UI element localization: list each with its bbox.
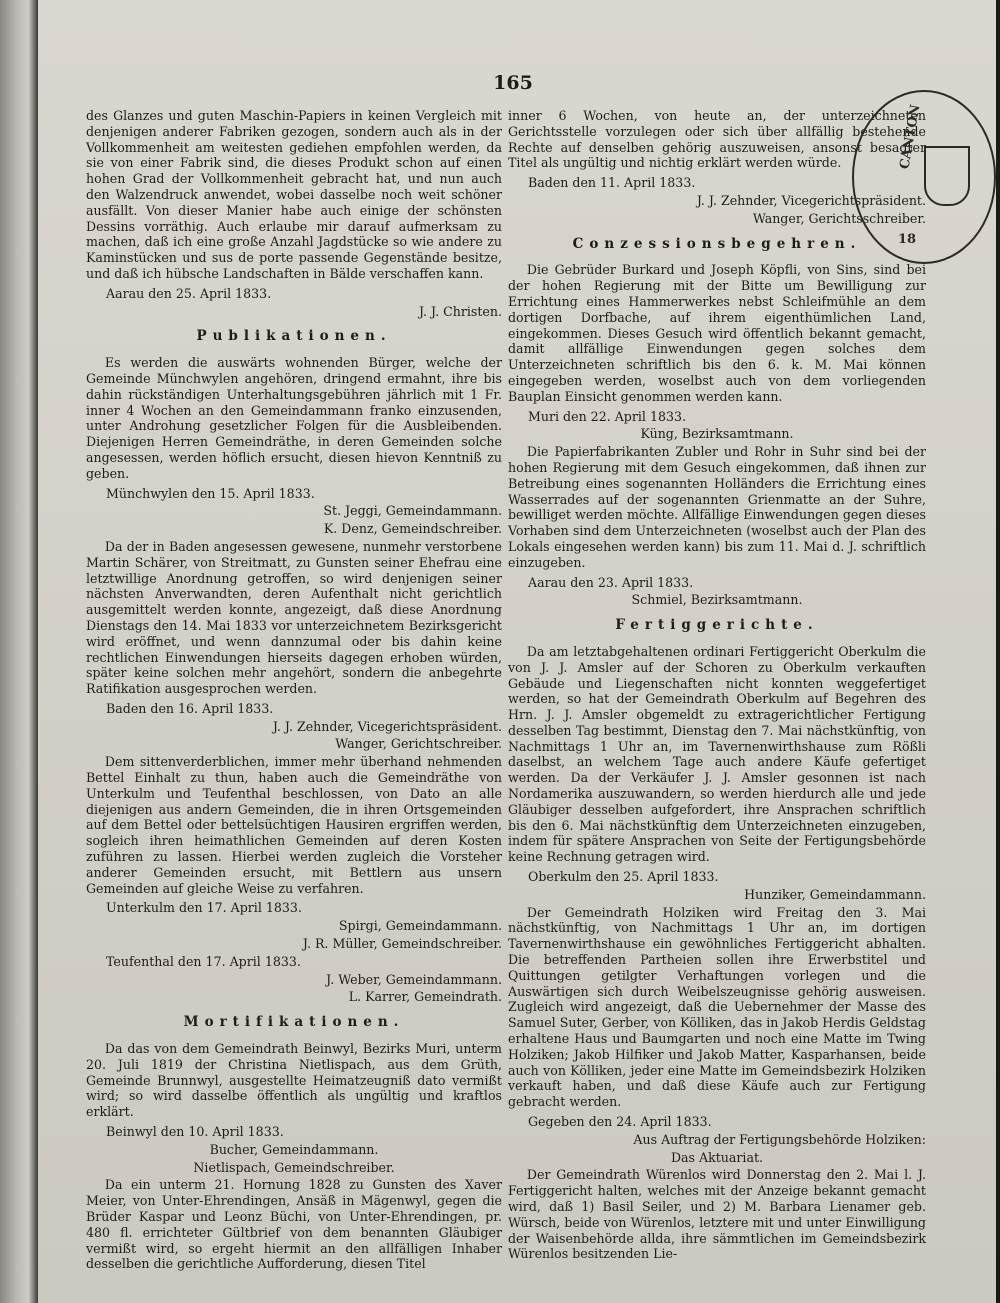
signature: Das Aktuariat.	[670, 1149, 764, 1165]
signature: K. Denz, Gemeindschreiber.	[323, 521, 502, 537]
signature: J. J. Christen.	[418, 303, 502, 319]
signature: Nietlispach, Gemeindschreiber.	[193, 1159, 395, 1175]
signature: Küng, Bezirksamtmann.	[640, 426, 794, 442]
paragraph: Dem sittenverderblichen, immer mehr überhand nehmenden Bettel Einhalt zu thun, haben auch die Gemeindräthe von Unterkulm und Teufenthal beschlossen, von Dato an alle diejenigen aus andern Gemeinden, die in ihren Ortsgemeinden auf dem Bettel oder bettelsüchtigen Hausiren ergriffen werden, sogleich ihren heimathlichen Gemeinden auf deren Kosten zuführen zu lassen. Hierbei werden zugleich die Vorsteher anderer Gemeinden ersucht, mit Bettlern aus unsern Gemeinden auf gleiche Weise zu verfahren.	[86, 754, 502, 896]
signature: J. R. Müller, Gemeindschreiber.	[302, 936, 502, 952]
paragraph: Es werden die auswärts wohnenden Bürger, welche der Gemeinde Münchwylen angehören, dringend ermahnt, ihre bis dahin rückständigen Unterhaltungsgebühren jährlich mit 1 Fr. inner 4 Wochen an den Gemeindammann franko einzusenden, unter Androhung gesetzlicher Folgen für die Ausbleibenden. Diejenigen Herren Gemeindräthe, in deren Gemeinden solche angesessen, werden höflich ersucht, diesen hievon Kenntniß zu geben.	[86, 355, 502, 481]
archive-stamp	[852, 90, 996, 264]
signature: Spirgi, Gemeindammann.	[338, 918, 502, 934]
signature: Wanger, Gerichtschreiber.	[335, 736, 502, 752]
stamp-text: CANTON	[897, 103, 924, 171]
date-line: Teufenthal den 17. April 1833.	[106, 953, 301, 969]
paragraph: Da am letztabgehaltenen ordinari Fertiggericht Oberkulm die von J. J. Amsler auf der Schoren zu Oberkulm verkauften Gebäude und Liegenschaften nicht konnten weggefertiget werden, so hat der Gemeindrath Oberkulm auf Begehren des Hrn. J. J. Amsler obgemeldt zu extragerichtlicher Fertigung desselben Tag bestimmt, Dienstag den 7. Mai nächstkünftig, von Nachmittags 1 Uhr an, im Tavernenwirthshause zum Rößli daselbst, an welchem Tage auch andere Käufe gefertiget werden. Da der Verkäufer J. J. Amsler gesonnen ist nach Nordamerika auszuwandern, so werden hierdurch alle und jede Gläubiger desselben aufgefordert, ihre Ansprachen schriftlich bis den 6. Mai nächstkünftig dem Unterzeichneten einzugeben, indem für spätere Ansprachen von Seite der Fertigungsbehörde keine Rechnung getragen wird.	[508, 643, 926, 865]
paragraph: Da der in Baden angesessen gewesene, nunmehr verstorbene Martin Schärer, von Streitmatt, zu Gunsten seiner Ehefrau eine letztwillige Anordnung getroffen, so wird denjenigen seiner nächsten Anverwandten, deren Aufenthalt nicht gerichtlich ausgemittelt werden konnte, angezeigt, daß diese Anordnung Dienstags den 14. Mai 1833 vor unterzeichnetem Bezirksgericht wird eröffnet, und wenn dannzumal oder bis dahin keine rechtlichen Einwendungen hierseits dagegen erhoben würden, später keine solchen mehr angehört, sondern die anbegehrte Ratifikation ausgesprochen werden.	[86, 538, 502, 697]
crest-icon	[924, 146, 970, 206]
book-edge	[0, 0, 38, 1303]
signature: L. Karrer, Gemeindrath.	[348, 989, 502, 1005]
signature: J. J. Zehnder, Vicegerichtspräsident.	[272, 718, 502, 734]
signature: J. Weber, Gemeindammann.	[326, 971, 502, 987]
signature: Schmiel, Bezirksamtmann.	[631, 592, 803, 608]
paragraph: Der Gemeindrath Würenlos wird Donnerstag den 2. Mai l. J. Fertiggericht halten, welches mit der Anzeige bekannt gemacht wird, daß 1) Basil Seiler, und 2) M. Barbara Lienamer geb. Würsch, beide von Würenlos, letztere mit und unter Einwilligung der Waisenbehörde allda, ihre sämmtlichen im Gemeindsbezirk Würenlos besitzenden Lie-	[508, 1167, 926, 1262]
date-line: Baden den 11. April 1833.	[528, 175, 696, 191]
signature: J. J. Zehnder, Vicegerichtspräsident.	[696, 192, 926, 208]
section-heading: Publikationen.	[196, 328, 392, 345]
page-number: 165	[493, 72, 533, 94]
date-line: Aarau den 23. April 1833.	[528, 574, 694, 590]
paragraph: Die Papierfabrikanten Zubler und Rohr in Suhr sind bei der hohen Regierung mit dem Gesuch eingekommen, daß ihnen zur Betreibung eines sogenannten Holländers die Errichtung eines Wasserrades auf der sogenannten Grienmatte an der Suhre, bewilliget werden möchte. Allfällige Einwendungen gegen dieses Vorhaben sind dem Unterzeichneten (woselbst auch der Plan des Lokals eingesehen werden kann) bis zum 11. Mai d. J. schriftlich einzugeben.	[508, 444, 926, 570]
left-column	[86, 108, 502, 1276]
section-heading: Conzessionsbegehren.	[572, 235, 862, 252]
paragraph: Der Gemeindrath Holziken wird Freitag den 3. Mai nächstkünftig, von Nachmittags 1 Uhr an, im dortigen Tavernenwirthshause ein gewöhnliches Fertiggericht abhalten. Die betreffenden Partheien sollen ihre Erwerbstitel und Quittungen getilgter Verhaftungen vorlegen und die Auswärtigen sich durch Weibelszeugnisse gehörig ausweisen. Zugleich wird angezeigt, daß die Uebernehmer der Masse des Samuel Suter, Gerber, von Kölliken, das in Jakob Herdis Geldstag erhaltene Haus und Baumgarten und noch eine Matte im Twing Holziken; Jakob Hilfiker und Jakob Matter, Kasparhansen, beide auch von Kölliken, jeder eine Matte im Gemeindsbezirk Holziken verkauft haben, und daß diese Käufe auch zur Fertigung gebracht werden.	[508, 904, 926, 1110]
signature: St. Jeggi, Gemeindammann.	[323, 503, 502, 519]
section-heading: Fertiggerichte.	[615, 617, 819, 634]
paragraph: inner 6 Wochen, von heute an, der unterzeichneten Gerichtsstelle vorzulegen oder sich über allfällig bestehende Rechte auf denselben gehörig auszuweisen, ansonst besagter Titel als ungültig und nichtig erklärt werden würde.	[508, 108, 926, 171]
signature: Wanger, Gerichtsschreiber.	[752, 210, 926, 226]
date-line: Aarau den 25. April 1833.	[106, 285, 272, 301]
paragraph: Da ein unterm 21. Hornung 1828 zu Gunsten des Xaver Meier, von Unter-Ehrendingen, Ansäß in Mägenwyl, gegen die Brüder Kaspar und Leonz Büchi, von Unter-Ehrendingen, pr. 480 fl. errichteter Gültbrief von dem benannten Gläubiger vermißt wird, so ergeht hiermit an den allfälligen Inhaber desselben die gerichtliche Aufforderung, diesen Titel	[86, 1177, 502, 1272]
stamp-year: 18	[898, 232, 917, 247]
date-line: Muri den 22. April 1833.	[528, 408, 687, 424]
document-page	[38, 0, 996, 1303]
date-line: Münchwylen den 15. April 1833.	[106, 485, 315, 501]
signature: Aus Auftrag der Fertigungsbehörde Holziken:	[633, 1131, 926, 1147]
date-line: Oberkulm den 25. April 1833.	[528, 869, 719, 885]
paragraph: des Glanzes und guten Maschin-Papiers in keinen Vergleich mit denjenigen anderer Fabriken gezogen, sondern auch als in der Vollkommenheit am weitesten gediehen empfohlen werden, da sie von einer Fabrik sind, die dieses Produkt schon auf einen hohen Grad der Vollkommenheit gebracht hat, und nun auch den Walzendruck anwendet, wobei dasselbe noch weit schöner ausfällt. Von dieser Manier habe auch einige der schönsten Dessins vorräthig. Auch erlaube mir darauf aufmerksam zu machen, daß ich eine große Anzahl Jagdstücke so wie andere zu Kaminstücken und sus de porte passende Gegenstände besitze, und daß ich hübsche Landschaften in Bälde verschaffen kann.	[86, 108, 502, 281]
date-line: Unterkulm den 17. April 1833.	[106, 900, 302, 916]
paragraph: Die Gebrüder Burkard und Joseph Köpfli, von Sins, sind bei der hohen Regierung mit der Bitte um Bewilligung zur Errichtung eines Hammerwerkes nebst Schleifmühle an dem dortigen Dorfbache, auf ihrem eigenthümlichen Land, eingekommen. Dieses Gesuch wird öffentlich bekannt gemacht, damit allfällige Einwendungen gegen solches dem Unterzeichneten schriftlich bis den 6. k. M. Mai können eingegeben werden, woselbst auch von dem vorliegenden Bauplan Einsicht genommen werden kann.	[508, 262, 926, 404]
paragraph: Da das von dem Gemeindrath Beinwyl, Bezirks Muri, unterm 20. Juli 1819 der Christina Nietlispach, aus dem Grüth, Gemeinde Brunnwyl, ausgestellte Heimatzeugniß dato vermißt wird; so wird dasselbe öffentlich als ungültig und kraftlos erklärt.	[86, 1041, 502, 1120]
date-line: Beinwyl den 10. April 1833.	[106, 1124, 284, 1140]
signature: Bucher, Gemeindammann.	[209, 1141, 379, 1157]
right-column	[508, 103, 926, 1266]
date-line: Baden den 16. April 1833.	[106, 700, 274, 716]
date-line: Gegeben den 24. April 1833.	[528, 1114, 712, 1130]
signature: Hunziker, Gemeindammann.	[744, 886, 926, 902]
section-heading: Mortifikationen.	[183, 1014, 405, 1031]
